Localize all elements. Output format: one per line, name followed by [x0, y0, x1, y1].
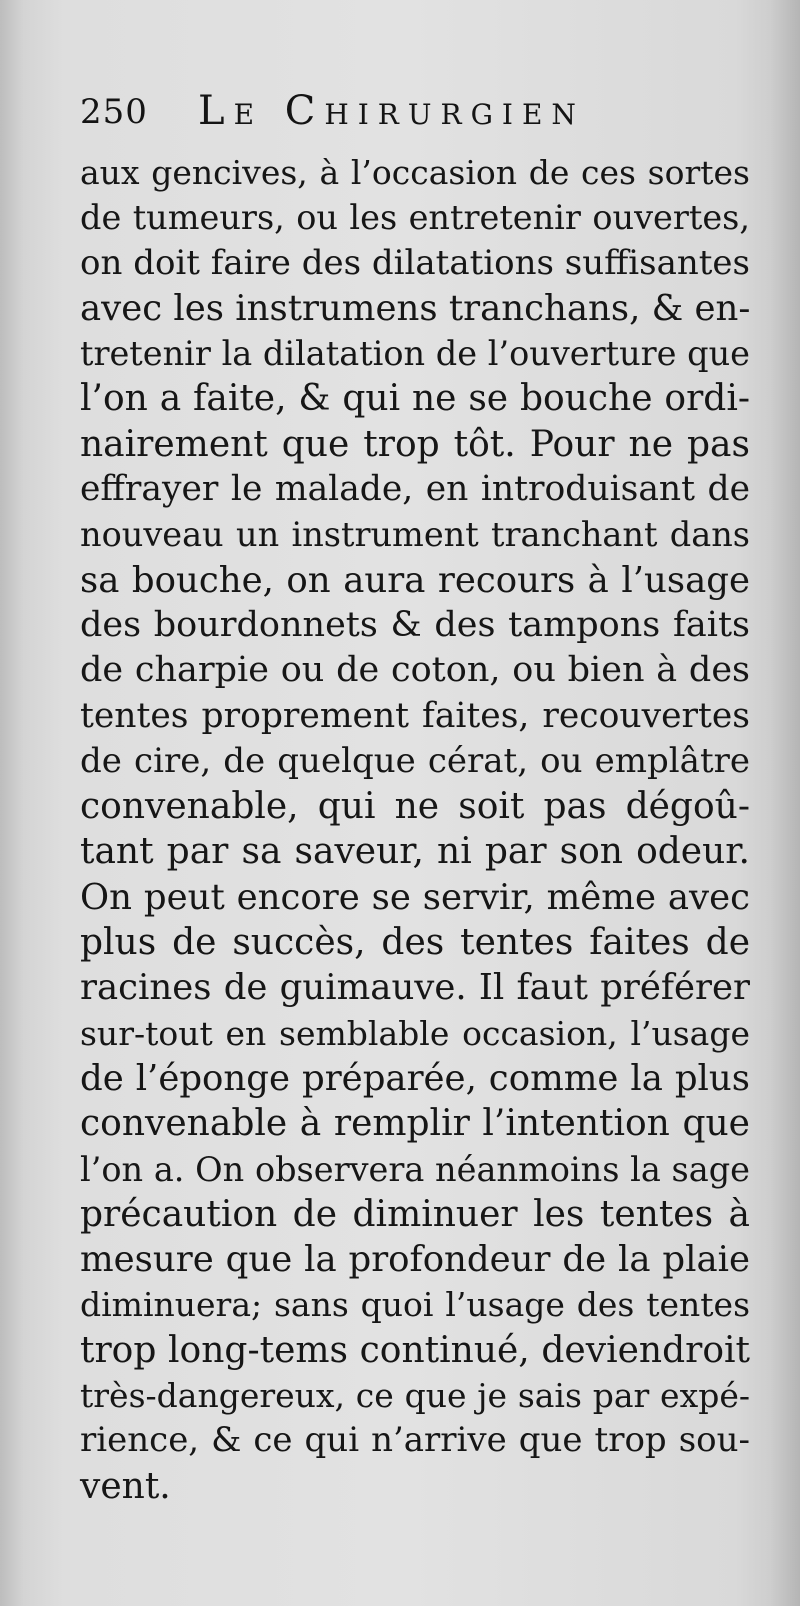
body-text	[80, 150, 750, 1509]
text-line: vent.	[80, 1465, 171, 1507]
text-line: rience, & ce qui n’arrive que trop sou-	[80, 1420, 750, 1461]
text-line: plus de succès, des tentes faites de	[80, 922, 750, 964]
text-line: sa bouche, on aura recours à l’usage	[80, 559, 750, 601]
text-line: l’on a faite, & qui ne se bouche ordi-	[80, 378, 750, 420]
text-line: de tumeurs, ou les entretenir ouvertes,	[80, 198, 750, 238]
text-line: mesure que la profondeur de la plaie	[80, 1239, 750, 1281]
text-line: sur-tout en semblable occasion, l’usage	[80, 1013, 750, 1053]
text-line: précaution de diminuer les tentes à	[80, 1193, 750, 1235]
text-line: de charpie ou de coton, ou bien à des	[80, 650, 750, 691]
text-line: aux gencives, à l’occasion de ces sortes	[80, 153, 750, 192]
text-line: l’on a. On observera néanmoins la sage	[80, 1149, 750, 1189]
text-line: On peut encore se servir, même avec	[80, 876, 750, 918]
running-head: Le Chirurgien	[198, 88, 585, 134]
text-line: tant par sa saveur, ni par son odeur.	[80, 831, 750, 873]
text-line: tretenir la dilatation de l’ouverture que	[80, 334, 750, 374]
text-line: effrayer le malade, en introduisant de	[80, 469, 750, 510]
text-line: trop long-tems continué, deviendroit	[80, 1329, 750, 1371]
text-line: de l’éponge préparée, comme la plus	[80, 1057, 750, 1099]
text-line: très-dangereux, ce que je sais par expé-	[80, 1376, 750, 1416]
text-line: racines de guimauve. Il faut préférer	[80, 967, 750, 1009]
text-line: convenable à remplir l’intention que	[80, 1103, 750, 1145]
text-line: on doit faire des dilatations suffisantes	[80, 242, 750, 283]
text-line: des bourdonnets & des tampons faits	[80, 604, 750, 645]
text-line: avec les instrumens tranchans, & en-	[80, 287, 751, 329]
text-line: de cire, de quelque cérat, ou emplâtre	[80, 740, 750, 781]
text-line: diminuera; sans quoi l’usage des tentes	[80, 1285, 750, 1325]
text-line: nairement que trop tôt. Pour ne pas	[80, 423, 750, 465]
text-line: convenable, qui ne soit pas dégoû-	[80, 786, 750, 828]
page-number: 250	[80, 92, 148, 132]
text-line: nouveau un instrument tranchant dans	[80, 515, 750, 555]
page-header	[80, 88, 760, 144]
text-line: tentes proprement faites, recouvertes	[80, 695, 750, 736]
